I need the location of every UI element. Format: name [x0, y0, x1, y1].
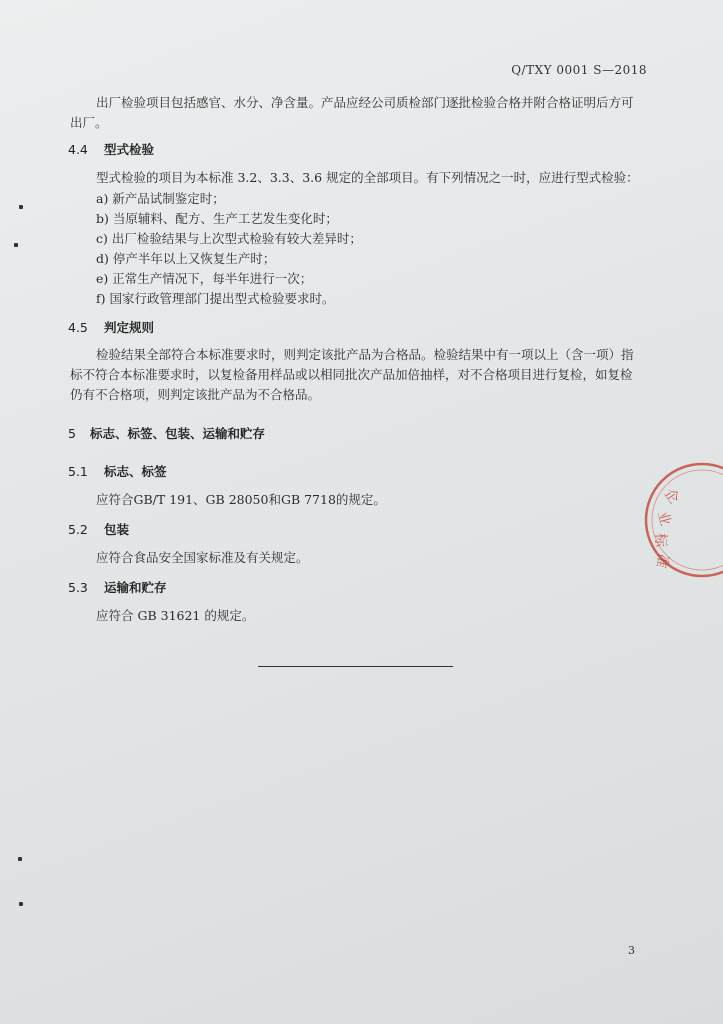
section-number: 5.3 — [68, 580, 88, 595]
list-item: c) 出厂检验结果与上次型式检验有较大差异时； — [96, 231, 362, 246]
section-5-3-heading — [68, 578, 167, 596]
svg-text:业: 业 — [654, 509, 674, 528]
section-4-5-line-2: 标不符合本标准要求时，以复检备用样品或以相同批次产品加倍抽样，对不合格项目进行复检，如复检 — [70, 367, 633, 382]
scan-speck — [14, 243, 18, 247]
section-5-3-text: 应符合 GB 31621 的规定。 — [96, 608, 255, 623]
list-item: d) 停产半年以上又恢复生产时； — [96, 251, 276, 266]
section-4-5-line-1: 检验结果全部符合本标准要求时，则判定该批产品为合格品。检验结果中有一项以上（含一项）指 — [96, 347, 634, 362]
section-number: 5 — [68, 426, 76, 441]
list-item: e) 正常生产情况下，每半年进行一次； — [96, 271, 313, 286]
page-number: 3 — [628, 944, 635, 957]
list-item: f) 国家行政管理部门提出型式检验要求时。 — [96, 291, 335, 306]
section-4-5-line-3: 仍有不合格项，则判定该批产品为不合格品。 — [70, 387, 321, 402]
section-title: 标志、标签 — [104, 464, 167, 479]
section-5-2-text: 应符合食品安全国家标准及有关规定。 — [96, 550, 309, 565]
section-title: 型式检验 — [104, 142, 155, 157]
svg-text:准: 准 — [652, 551, 672, 570]
svg-text:标: 标 — [652, 533, 668, 547]
section-number: 4.4 — [68, 142, 88, 157]
document-id: Q/TXY 0001 S—2018 — [511, 63, 647, 77]
section-title: 判定规则 — [104, 320, 155, 335]
section-4-4-intro: 型式检验的项目为本标准 3.2、3.3、3.6 规定的全部项目。有下列情况之一时，应进行型式检验： — [96, 170, 639, 185]
section-5-2-heading — [68, 520, 129, 538]
list-item: b) 当原辅料、配方、生产工艺发生变化时； — [96, 211, 338, 226]
intro-line-1: 出厂检验项目包括感官、水分、净含量。产品应经公司质检部门逐批检验合格并附合格证明后方可 — [96, 95, 634, 110]
section-title: 运输和贮存 — [104, 580, 167, 595]
end-rule — [258, 666, 453, 667]
section-number: 4.5 — [68, 320, 88, 335]
company-seal-icon — [640, 455, 723, 585]
section-title: 标志、标签、包装、运输和贮存 — [90, 426, 266, 441]
section-5-1-text: 应符合GB/T 191、GB 28050和GB 7718的规定。 — [96, 492, 386, 507]
section-4-4-heading — [68, 140, 154, 158]
list-item: a) 新产品试制鉴定时； — [96, 191, 225, 206]
scan-speck — [18, 857, 22, 861]
section-4-5-heading — [68, 318, 154, 336]
scan-speck — [19, 902, 23, 906]
section-number: 5.2 — [68, 522, 88, 537]
scan-speck — [19, 205, 23, 209]
section-5-heading — [68, 424, 265, 442]
section-5-1-heading — [68, 462, 167, 480]
svg-text:企: 企 — [660, 486, 682, 507]
intro-line-2: 出厂。 — [70, 115, 108, 130]
section-title: 包装 — [104, 522, 130, 537]
section-number: 5.1 — [68, 464, 88, 479]
